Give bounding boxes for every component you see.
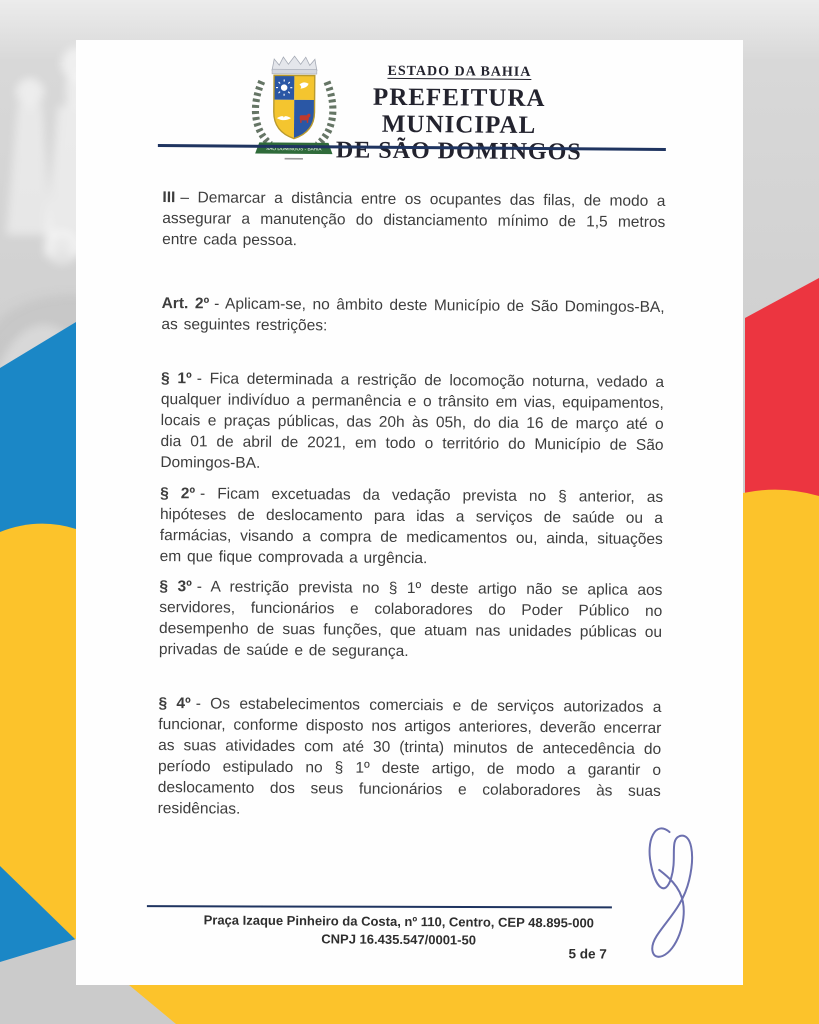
footer-divider (147, 905, 612, 908)
paragraph-label: III (162, 189, 176, 207)
paragraph-label: § 2º (160, 485, 196, 503)
paragraph-art-2 (161, 293, 664, 339)
paragraph-text: - Ficam excetuadas da vedação prevista no § anterior, as hipóteses de deslocamento para idas a serviços de saúde ou a farmácias, visando a compra de medicamentos ou, ainda, situações em que fique comprovada a urgência. (159, 485, 664, 568)
document-body (158, 147, 666, 823)
paragraph-iii (162, 187, 665, 254)
paragraph-text: - Fica determinada a restrição de locomoção noturna, vedado a qualquer indivíduo a permanência e o trânsito em vias, equipamentos, locais e praças públicas, das 20h às 05h, do dia 16 de março até o dia 01 de abril de 2021, em todo o território do Município de São Domingos-BA. (160, 370, 665, 472)
page-number: 5 de 7 (568, 946, 607, 962)
org-name-line2: DE SÃO DOMINGOS (335, 137, 582, 166)
paragraph-text: – Demarcar a distância entre os ocupantes das filas, de modo a assegurar a manutenção do distanciamento mínimo de 1,5 metros entre cada pessoa. (162, 189, 666, 250)
crest-ribbon-label: SÃO DOMINGOS - BAHIA (266, 146, 322, 152)
org-name-line1: PREFEITURA MUNICIPAL (372, 83, 546, 139)
paragraph-s1 (160, 368, 664, 477)
document-content (72, 37, 746, 987)
paragraph-s4 (158, 693, 662, 823)
right-yellow-band (743, 490, 819, 1024)
cnpj-line: CNPJ 16.435.547/0001-50 (321, 931, 477, 948)
paragraph-label: § 4º (158, 695, 191, 713)
footer-address (168, 911, 630, 951)
crown-icon (272, 56, 317, 74)
paragraph-label: § 1º (160, 370, 192, 388)
handwritten-signature (638, 818, 701, 968)
address-line: Praça Izaque Pinheiro da Costa, nº 110, Centro, CEP 48.895-000 (203, 912, 595, 931)
right-red-band (745, 278, 819, 505)
paragraph-s3 (159, 576, 663, 664)
paragraph-label: § 3º (159, 578, 192, 596)
paragraph-text: - A restrição prevista no § 1º deste artigo não se aplica aos servidores, funcionários e colaboradores do Poder Público no desempenho de suas funções, que atuam nas unidades públicas ou privadas de saúde e de segurança. (158, 578, 663, 660)
paragraph-s2 (160, 483, 664, 571)
document-page (76, 40, 743, 985)
paragraph-text: - Os estabelecimentos comerciais e de serviços autorizados a funcionar, conforme disposto nos artigos anteriores, deverão encerrar as suas atividades com até 30 (trinta) minutos de antecedência do período estipulado no § 1º deste artigo, de modo a garantir o deslocamento dos seus funcionários e colaboradores às suas residências. (157, 695, 662, 818)
state-label: ESTADO DA BAHIA (387, 63, 532, 80)
paragraph-text: - Aplicam-se, no âmbito deste Município de São Domingos-BA, as seguintes restrições: (161, 295, 665, 335)
laurel-left-icon (255, 81, 271, 144)
paragraph-label: Art. 2º (161, 295, 210, 313)
